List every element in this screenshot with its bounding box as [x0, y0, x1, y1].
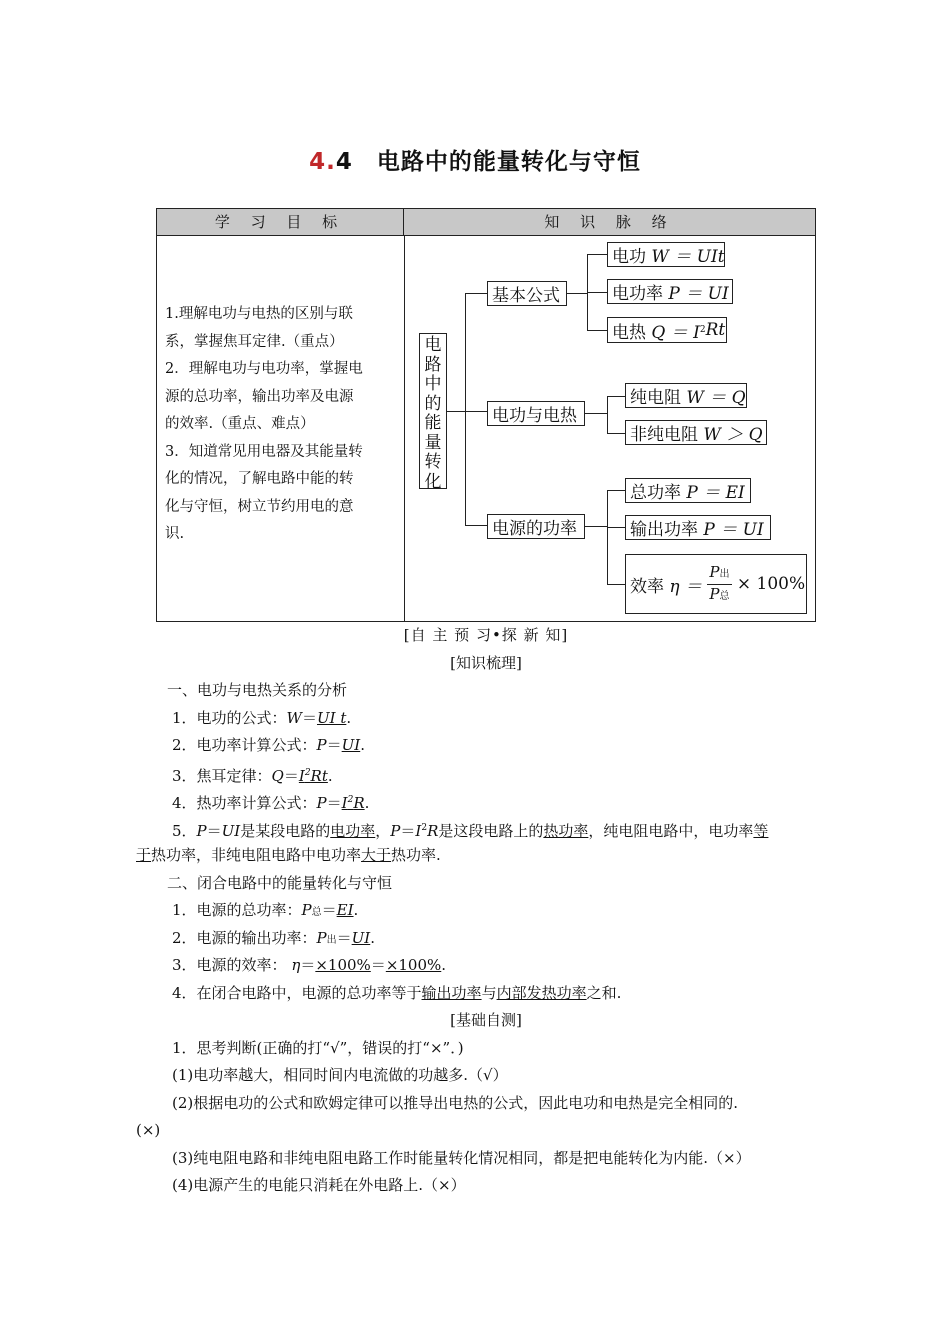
- mindmap-root: 电 路 中 的 能 量 转 化: [419, 333, 447, 489]
- branch-source-power: 电源的功率: [487, 514, 585, 539]
- efficiency-formula: 效率 η ＝ P出 P总 × 100%: [625, 554, 807, 614]
- total-power: 总功率 P ＝ EI: [625, 478, 751, 503]
- text-line: 于热功率，非纯电阻电路中电功率大于热功率.: [136, 846, 441, 864]
- main-content: [136, 622, 836, 1200]
- text-line: 1．电功的公式：W＝UI t.: [172, 708, 352, 727]
- text-line: 2．电功率计算公式：P＝UI.: [172, 736, 366, 754]
- goal-line: 源的总功率，输出功率及电源: [165, 388, 354, 405]
- goal-line: 系，掌握焦耳定律.（重点）: [165, 333, 344, 350]
- text-line: 4．在闭合电路中，电源的总功率等于输出功率与内部发热功率之和.: [172, 983, 622, 1002]
- section-number: 4.: [309, 149, 336, 175]
- text-line: 2．电源的输出功率：P出＝UI.: [172, 928, 376, 947]
- section-label-knowledge: [知识梳理]: [450, 653, 522, 672]
- goal-line: 化的情况，了解电路中能的转: [165, 471, 354, 487]
- question-line: 1．思考判断(正确的打“√”，错误的打“×”．): [172, 1038, 464, 1057]
- goal-line: 1.理解电功与电热的区别与联: [165, 306, 353, 322]
- formula-electric-power: 电功率 P ＝ UI: [607, 279, 733, 304]
- page-title: [0, 143, 950, 176]
- section-title-text: 电路中的能量转化与守恒: [376, 149, 641, 175]
- pure-resistance: 纯电阻 W ＝ Q: [625, 383, 747, 408]
- output-power: 输出功率 P ＝ UI: [625, 515, 771, 540]
- question-line: (2)根据电功的公式和欧姆定律可以推导出电热的公式，因此电功和电热是完全相同的.: [172, 1093, 739, 1112]
- branch-work-and-heat: 电功与电热: [487, 401, 585, 426]
- section-label-preview: [自 主 预 习•探 新 知]: [403, 626, 569, 644]
- goal-line: 的效率.（重点、难点）: [165, 416, 315, 432]
- text-line: 4．热功率计算公式：$P=I^2R$.: [172, 794, 370, 812]
- question-line: (4)电源产生的电能只消耗在外电路上.（×）: [172, 1176, 466, 1194]
- section-number-2: 4: [335, 149, 353, 175]
- header-knowledge-map: 知 识 脉 络: [404, 209, 815, 236]
- subsection-title: 一、电功与电热关系的分析: [167, 681, 348, 699]
- branch-basic-formulas: 基本公式: [487, 281, 567, 306]
- question-line: (×): [136, 1121, 161, 1139]
- formula-joule-heat: 电热 Q ＝ I 2 Rt: [607, 317, 727, 343]
- section-label-selftest: [基础自测]: [450, 1011, 522, 1029]
- goal-line: 3．知道常见用电器及其能量转: [165, 443, 363, 460]
- overview-table: [156, 208, 816, 622]
- question-line: (3)纯电阻电路和非纯电阻电路工作时能量转化情况相同，都是把电能转化为内能.（×）: [172, 1148, 751, 1167]
- knowledge-mindmap: [405, 236, 815, 621]
- non-pure-resistance: 非纯电阻 W ＞ Q: [625, 420, 767, 445]
- goal-line: 化与守恒，树立节约用电的意: [165, 498, 354, 515]
- goal-line: 2．理解电功与电功率，掌握电: [165, 361, 363, 377]
- subsection-title: 二、闭合电路中的能量转化与守恒: [167, 873, 393, 892]
- formula-electric-work: 电功 W ＝ UIt: [607, 242, 725, 267]
- text-line: 3．电源的效率： η＝×100%＝×100%.: [172, 956, 447, 974]
- header-goals: 学 习 目 标: [157, 209, 404, 236]
- question-line: (1)电功率越大，相同时间内电流做的功越多.（√）: [172, 1066, 508, 1084]
- learning-goals: [165, 301, 401, 549]
- text-line: 3．焦耳定律：$Q=I^2Rt$.: [172, 766, 333, 785]
- goal-line: 识.: [165, 526, 185, 542]
- text-line: 1．电源的总功率：P总＝EI.: [172, 901, 359, 919]
- text-line: 5．P＝UI是某段电路的电功率，$P=I^2R$是这段电路上的热功率，纯电阻电路中，电功率等: [172, 821, 769, 840]
